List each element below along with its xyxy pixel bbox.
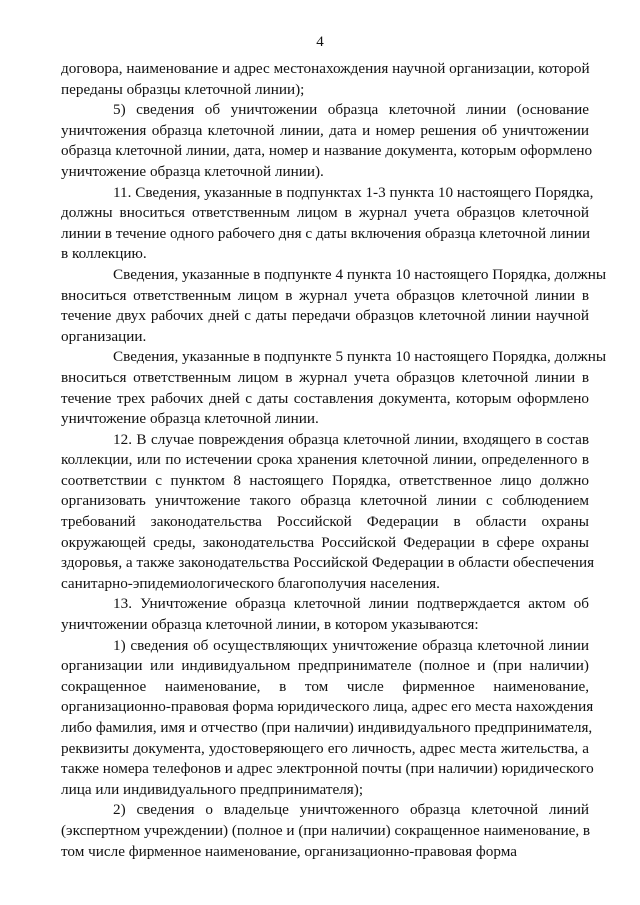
text-line: окружающей среды, законодательства Российской Федерации в сфере охраны — [61, 533, 589, 551]
text-line: уничтожение образца клеточной линии. — [61, 410, 319, 428]
text-line: организации или индивидуальном предпринимателе (полное и (при наличии) — [61, 657, 589, 675]
text-line: сокращенное наименование, в том числе фирменное наименование, — [61, 677, 589, 695]
paragraph-p2 — [61, 183, 594, 265]
text-line: (экспертном учреждении) (полное и (при наличии) сокращенное наименование, в — [61, 821, 591, 839]
paragraph-p0 — [61, 59, 589, 100]
paragraph-p7 — [61, 636, 594, 801]
text-line: уничтожение образца клеточной линии). — [61, 162, 324, 180]
text-line: либо фамилия, имя и отчество (при наличии) индивидуального предпринимателя, — [61, 719, 593, 736]
text-line: здоровья, а также законодательства Российской Федерации в области обеспечения — [61, 554, 595, 572]
text-line: уничтожения образца клеточной линии, дата и номер решения об уничтожении — [61, 121, 589, 139]
text-line: линии в течение одного рабочего дня с даты включения образца клеточной линии — [61, 224, 590, 242]
text-line: также номера телефонов и адрес электронной почты (при наличии) юридического — [61, 760, 594, 778]
text-line: в коллекцию. — [61, 245, 147, 263]
text-line: том числе фирменное наименование, организационно-правовая форма — [61, 842, 517, 860]
page-number: 4 — [316, 34, 324, 50]
text-line: 12. В случае повреждения образца клеточной линии, входящего в состав — [113, 430, 589, 448]
text-line: соответствии с пунктом 8 настоящего Порядка, ответственное лицо должно — [61, 471, 589, 489]
text-line: переданы образцы клеточной линии); — [61, 80, 305, 98]
text-line: организации. — [61, 327, 147, 345]
text-line: организационно-правовая форма юридического лица, адрес его места нахождения — [61, 698, 594, 716]
text-line: вноситься ответственным лицом в журнал учета образцов клеточной линии в — [61, 368, 589, 386]
text-line: Сведения, указанные в подпункте 5 пункта 10 настоящего Порядка, должны — [113, 348, 607, 366]
text-line: 1) сведения об осуществляющих уничтожение образца клеточной линии — [113, 636, 589, 654]
paragraph-p1 — [61, 100, 593, 182]
text-line: 2) сведения о владельце уничтоженного образца клеточной линий — [113, 801, 589, 819]
text-line: Сведения, указанные в подпункте 4 пункта 10 настоящего Порядка, должны — [113, 265, 607, 283]
document-body — [61, 59, 607, 862]
paragraph-p8 — [61, 800, 589, 862]
paragraph-p6 — [61, 594, 589, 635]
text-line: санитарно-эпидемиологического благополучия населения. — [61, 574, 440, 592]
text-line: требований законодательства Российской Федерации в области охраны — [61, 513, 589, 531]
text-line: образца клеточной линии, дата, номер и название документа, которым оформлено — [61, 142, 593, 160]
paragraph-p5 — [61, 430, 595, 595]
text-line: уничтожении образца клеточной линии, в котором указываются: — [61, 616, 479, 634]
text-line: должны вноситься ответственным лицом в журнал учета образцов клеточной — [61, 204, 589, 222]
text-line: реквизиты документа, удостоверяющего его личность, адрес места жительства, а — [61, 739, 589, 757]
text-line: вноситься ответственным лицом в журнал учета образцов клеточной линии в — [61, 286, 589, 304]
text-line: 5) сведения об уничтожении образца клеточной линии (основание — [113, 101, 589, 119]
paragraph-p3 — [61, 265, 607, 347]
text-line: организовать уничтожение такого образца клеточной линии с соблюдением — [61, 492, 589, 510]
paragraph-p4 — [61, 347, 607, 429]
text-line: коллекции, или по истечении срока хранения клеточной линии, определенного в — [61, 451, 589, 469]
text-line: течение двух рабочих дней с даты передачи образцов клеточной линии научной — [61, 307, 589, 325]
text-line: 13. Уничтожение образца клеточной линии подтверждается актом об — [113, 595, 589, 613]
text-line: лица или индивидуального предпринимателя); — [61, 780, 364, 798]
text-line: договора, наименование и адрес местонахождения научной организации, которой — [61, 60, 590, 77]
text-line: 11. Сведения, указанные в подпунктах 1-3 пункта 10 настоящего Порядка, — [113, 183, 594, 201]
text-line: течение трех рабочих дней с даты составления документа, которым оформлено — [61, 389, 589, 407]
